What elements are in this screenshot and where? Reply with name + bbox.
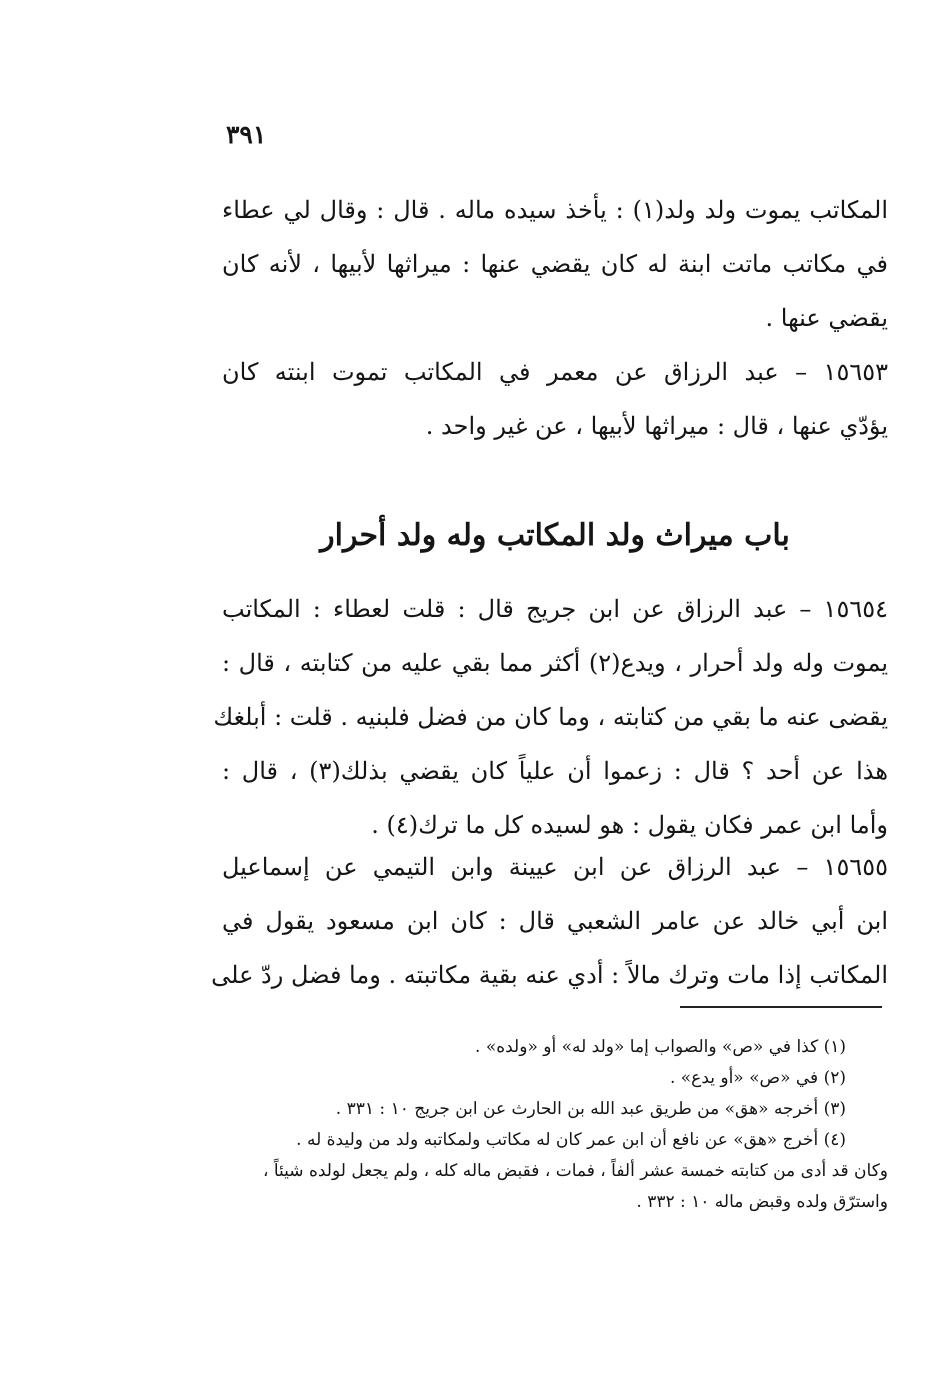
footnote-4: (٤) أخرج «هق» عن نافع أن ابن عمر كان له مكاتب ولمكاتبه ولد من وليدة له . [296,1130,846,1150]
footnote-1: (١) كذا في «ص» والصواب إما «ولد له» أو «ولده» . [475,1037,846,1057]
hadith-15654 [213,582,888,852]
footnotes [222,1032,888,1218]
text-line: ابن أبي خالد عن عامر الشعبي قال : كان ابن مسعود يقول في [222,907,888,935]
chapter-heading: باب ميراث ولد المكاتب وله ولد أحرار [320,518,790,553]
footnote-2: (٢) في «ص» «أو يدع» . [669,1068,846,1088]
text-line: المكاتب إذا مات وترك مالاً : أدي عنه بقية مكاتبته . وما فضل ردّ على [211,961,888,989]
text-line: وأما ابن عمر فكان يقول : هو لسيده كل ما ترك(٤) . [371,811,888,839]
text-line: يؤدّي عنها ، قال : ميراثها لأبيها ، عن غير واحد . [425,412,888,440]
text-line: ١٥٦٥٣ – عبد الرزاق عن معمر في المكاتب تموت ابنته كان [222,358,888,386]
footnote-divider [680,1006,882,1008]
footnote-3: (٣) أخرجه «هق» من طريق عبد الله بن الحارث عن ابن جريج ١٠ : ٣٣١ . [335,1099,846,1119]
page-number: ٣٩١ [226,120,267,149]
paragraph-continuation [222,183,888,345]
text-line: ١٥٦٥٤ – عبد الرزاق عن ابن جريج قال : قلت لعطاء : المكاتب [222,595,888,623]
footnote-4-continuation: وكان قد أدى من كتابته خمسة عشر ألفاً ، فمات ، فقبض ماله كله ، ولم يجعل لولده شيئاً ، [262,1161,888,1181]
text-line: يقضى عنه ما بقي من كتابته ، وما كان من فضل فلبنيه . قلت : أبلغك [213,703,888,731]
footnote-4-continuation: واسترّق ولده وقبض ماله ١٠ : ٣٣٢ . [636,1192,888,1212]
text-line: المكاتب يموت ولد ولد(١) : يأخذ سيده ماله . قال : وقال لي عطاء [222,196,888,224]
text-line: يموت وله ولد أحرار ، ويدع(٢) أكثر مما بقي عليه من كتابته ، قال : [222,649,888,677]
hadith-15655 [211,840,888,1002]
text-line: ١٥٦٥٥ – عبد الرزاق عن ابن عيينة وابن التيمي عن إسماعيل [222,853,888,881]
hadith-15653 [222,345,888,453]
text-line: هذا عن أحد ؟ قال : زعموا أن علياً كان يقضي بذلك(٣) ، قال : [222,757,888,785]
text-line: في مكاتب ماتت ابنة له كان يقضي عنها : ميراثها لأبيها ، لأنه كان [222,250,888,278]
text-line: يقضي عنها . [765,304,888,332]
